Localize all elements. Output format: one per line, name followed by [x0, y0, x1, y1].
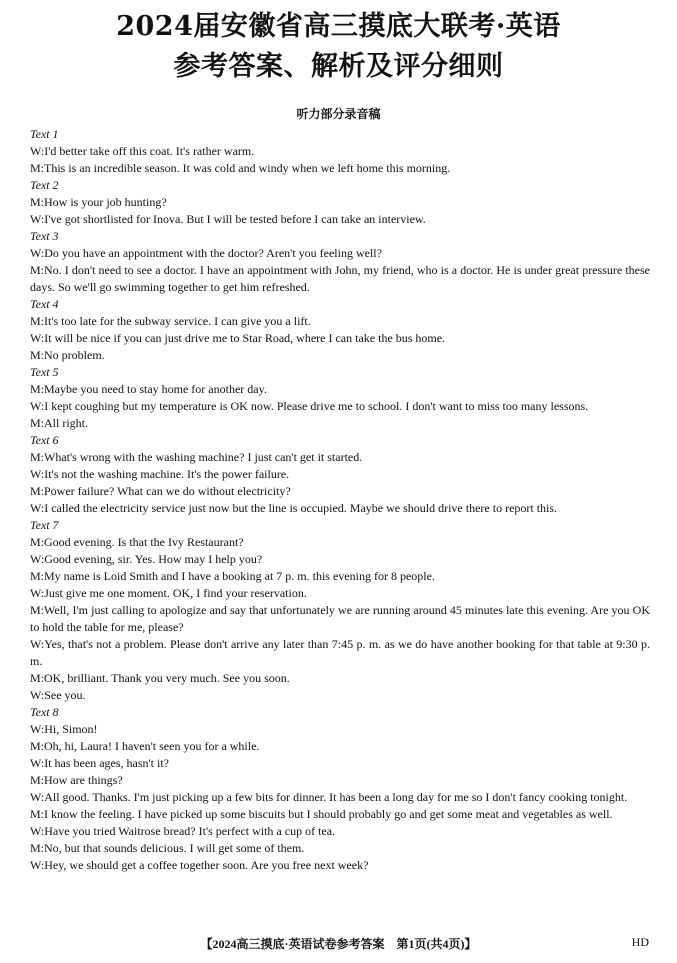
dialogue-line: W:Good evening, sir. Yes. How may I help you?: [30, 552, 263, 566]
dialogue-line: W:It has been ages, hasn't it?: [30, 756, 170, 770]
transcript-body: [30, 126, 650, 874]
dialogue-line: M:Good evening. Is that the Ivy Restaurant?: [30, 535, 244, 549]
text-label: Text 4: [30, 297, 59, 311]
dialogue-line: M:No, but that sounds delicious. I will get some of them.: [30, 841, 305, 855]
section-title: 听力部分录音稿: [296, 107, 381, 121]
text-label: Text 3: [30, 229, 59, 243]
document-subtitle: 参考答案、解析及评分细则: [173, 51, 504, 82]
dialogue-line: M:Power failure? What can we do without electricity?: [30, 484, 291, 498]
footer-code: HD: [631, 935, 649, 949]
dialogue-line: M:No problem.: [30, 348, 105, 362]
dialogue-line: M:I know the feeling. I have picked up some biscuits but I should probably go and get some meat and vegetables as well.: [30, 807, 613, 821]
dialogue-line: M:It's too late for the subway service. I can give you a lift.: [30, 314, 311, 328]
text-label: Text 2: [30, 178, 59, 192]
dialogue-line: W:Have you tried Waitrose bread? It's perfect with a cup of tea.: [30, 824, 336, 838]
page-footer: 【2024高三摸底·英语试卷参考答案 第1页(共4页)】: [200, 937, 477, 951]
text-label: Text 8: [30, 705, 59, 719]
dialogue-line: W:Yes, that's not a problem. Please don't arrive any later than 7:45 p. m. as we do have another booking for that table at 9:30 p. m.: [30, 637, 650, 668]
dialogue-line: M:How is your job hunting?: [30, 195, 167, 209]
dialogue-line: M:How are things?: [30, 773, 123, 787]
dialogue-line: W:Hey, we should get a coffee together soon. Are you free next week?: [30, 858, 369, 872]
dialogue-line: W:I've got shortlisted for Inova. But I will be tested before I can take an interview.: [30, 212, 426, 226]
dialogue-line: W:Just give me one moment. OK, I find your reservation.: [30, 586, 307, 600]
dialogue-line: M:OK, brilliant. Thank you very much. See you soon.: [30, 671, 290, 685]
dialogue-line: W:I called the electricity service just now but the line is occupied. Maybe we should drive there to report this.: [30, 501, 558, 515]
text-label: Text 7: [30, 518, 59, 532]
dialogue-line: M:My name is Loid Smith and I have a booking at 7 p. m. this evening for 8 people.: [30, 569, 435, 583]
dialogue-line: M:This is an incredible season. It was cold and windy when we left home this morning.: [30, 161, 451, 175]
text-label: Text 5: [30, 365, 59, 379]
dialogue-line: W:It will be nice if you can just drive me to Star Road, where I can take the bus home.: [30, 331, 446, 345]
dialogue-line: M:Oh, hi, Laura! I haven't seen you for a while.: [30, 739, 260, 753]
document-title: 2024届安徽省高三摸底大联考·英语: [116, 11, 561, 42]
dialogue-line: M:Well, I'm just calling to apologize and say that unfortunately we are running around 45 minutes late this evening. Are you OK to hold the table for me, please?: [30, 603, 650, 634]
dialogue-line: W:It's not the washing machine. It's the power failure.: [30, 467, 290, 481]
dialogue-line: W:See you.: [30, 688, 86, 702]
dialogue-line: M:No. I don't need to see a doctor. I have an appointment with John, my friend, who is a doctor. He is under great pressure these days. So we'll go swimming together to get him refreshed.: [30, 263, 650, 294]
text-label: Text 1: [30, 127, 59, 141]
dialogue-line: W:Hi, Simon!: [30, 722, 98, 736]
dialogue-line: W:All good. Thanks. I'm just picking up a few bits for dinner. It has been a long day for me so I don't fancy cooking tonight.: [30, 790, 628, 804]
text-label: Text 6: [30, 433, 59, 447]
dialogue-line: M:All right.: [30, 416, 89, 430]
dialogue-line: M:What's wrong with the washing machine? I just can't get it started.: [30, 450, 363, 464]
dialogue-line: W:I'd better take off this coat. It's rather warm.: [30, 144, 255, 158]
dialogue-line: W:I kept coughing but my temperature is OK now. Please drive me to school. I don't want to miss too many lessons.: [30, 399, 589, 413]
dialogue-line: W:Do you have an appointment with the doctor? Aren't you feeling well?: [30, 246, 382, 260]
dialogue-line: M:Maybe you need to stay home for another day.: [30, 382, 267, 396]
